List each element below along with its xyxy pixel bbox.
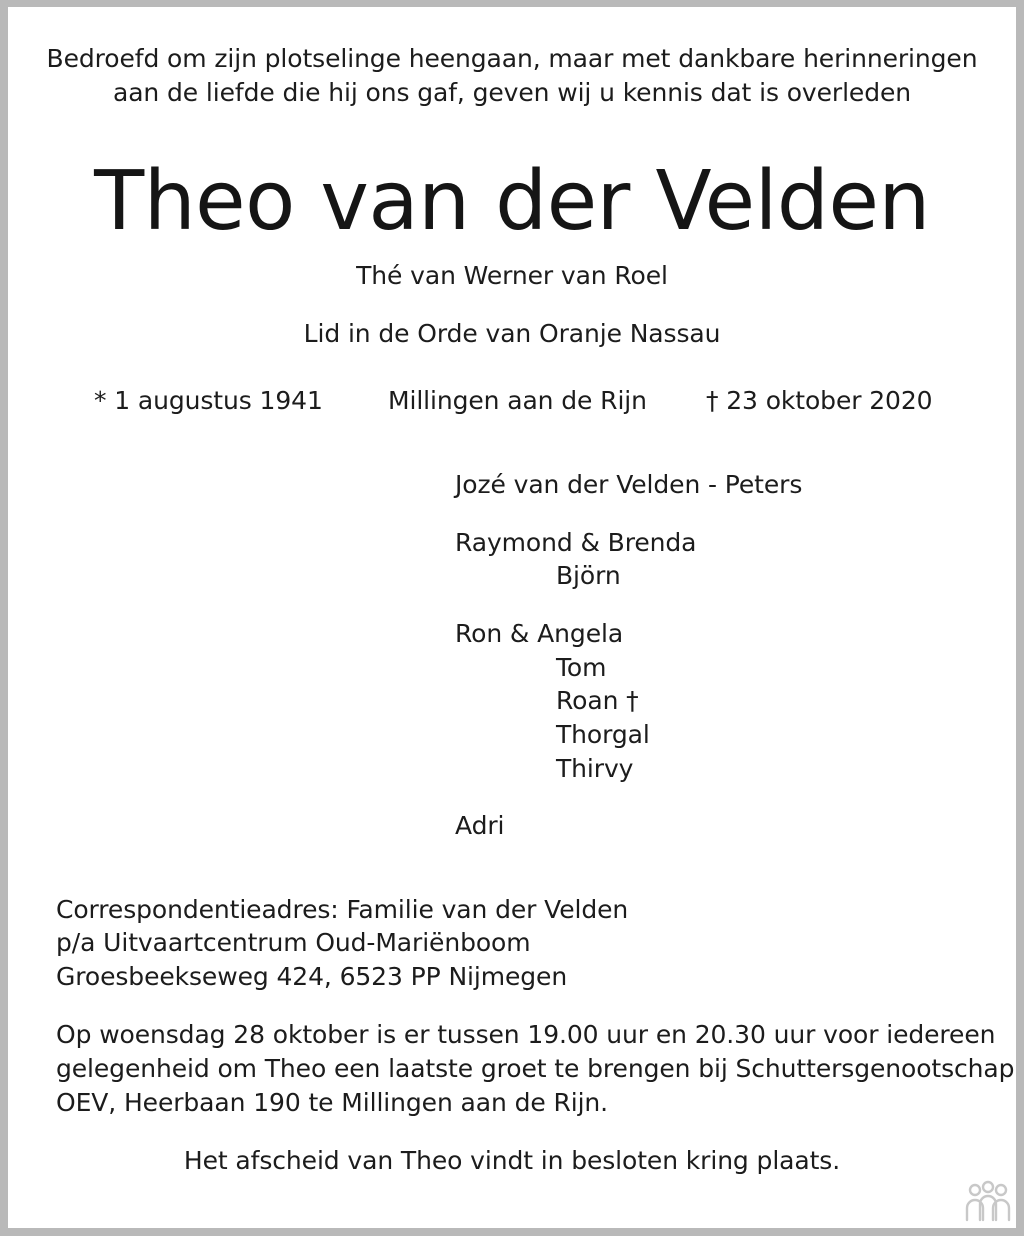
deceased-nickname: Thé van Werner van Roel	[356, 261, 668, 290]
grandchild-thorgal: Thorgal	[556, 720, 650, 749]
child-ron-angela: Ron & Angela	[455, 619, 624, 648]
birth-date: * 1 augustus 1941	[94, 386, 323, 415]
death-date: † 23 oktober 2020	[706, 386, 933, 415]
correspondence-line-1: Correspondentieadres: Familie van der Velden	[56, 895, 629, 924]
spouse-name: Jozé van der Velden - Peters	[455, 470, 803, 499]
child-raymond-brenda: Raymond & Brenda	[455, 528, 697, 557]
visitation-line-3: OEV, Heerbaan 190 te Millingen aan de Rijn.	[56, 1088, 609, 1117]
grandchild-thirvy: Thirvy	[556, 754, 634, 783]
deceased-name: Theo van der Velden	[94, 154, 930, 249]
grandchild-bjorn: Björn	[556, 561, 621, 590]
people-group-icon	[962, 1180, 1014, 1224]
intro-line-1: Bedroefd om zijn plotselinge heengaan, maar met dankbare herinneringen	[46, 44, 978, 73]
intro-line-2: aan de liefde die hij ons gaf, geven wij u kennis dat is overleden	[112, 78, 911, 107]
visitation-line-1: Op woensdag 28 oktober is er tussen 19.00 uur en 20.30 uur voor iedereen	[56, 1020, 996, 1049]
farewell-text: Het afscheid van Theo vindt in besloten kring plaats.	[183, 1146, 841, 1175]
grandchild-tom: Tom	[556, 653, 607, 682]
visitation-line-2: gelegenheid om Theo een laatste groet te brengen bij Schuttersgenootschap	[56, 1054, 1015, 1083]
grandchild-roan: Roan †	[556, 686, 639, 715]
deceased-honor: Lid in de Orde van Oranje Nassau	[303, 319, 721, 348]
child-adri: Adri	[455, 811, 505, 840]
place-name: Millingen aan de Rijn	[388, 386, 647, 415]
correspondence-line-3: Groesbeekseweg 424, 6523 PP Nijmegen	[56, 962, 568, 991]
correspondence-line-2: p/a Uitvaartcentrum Oud-Mariënboom	[56, 928, 531, 957]
